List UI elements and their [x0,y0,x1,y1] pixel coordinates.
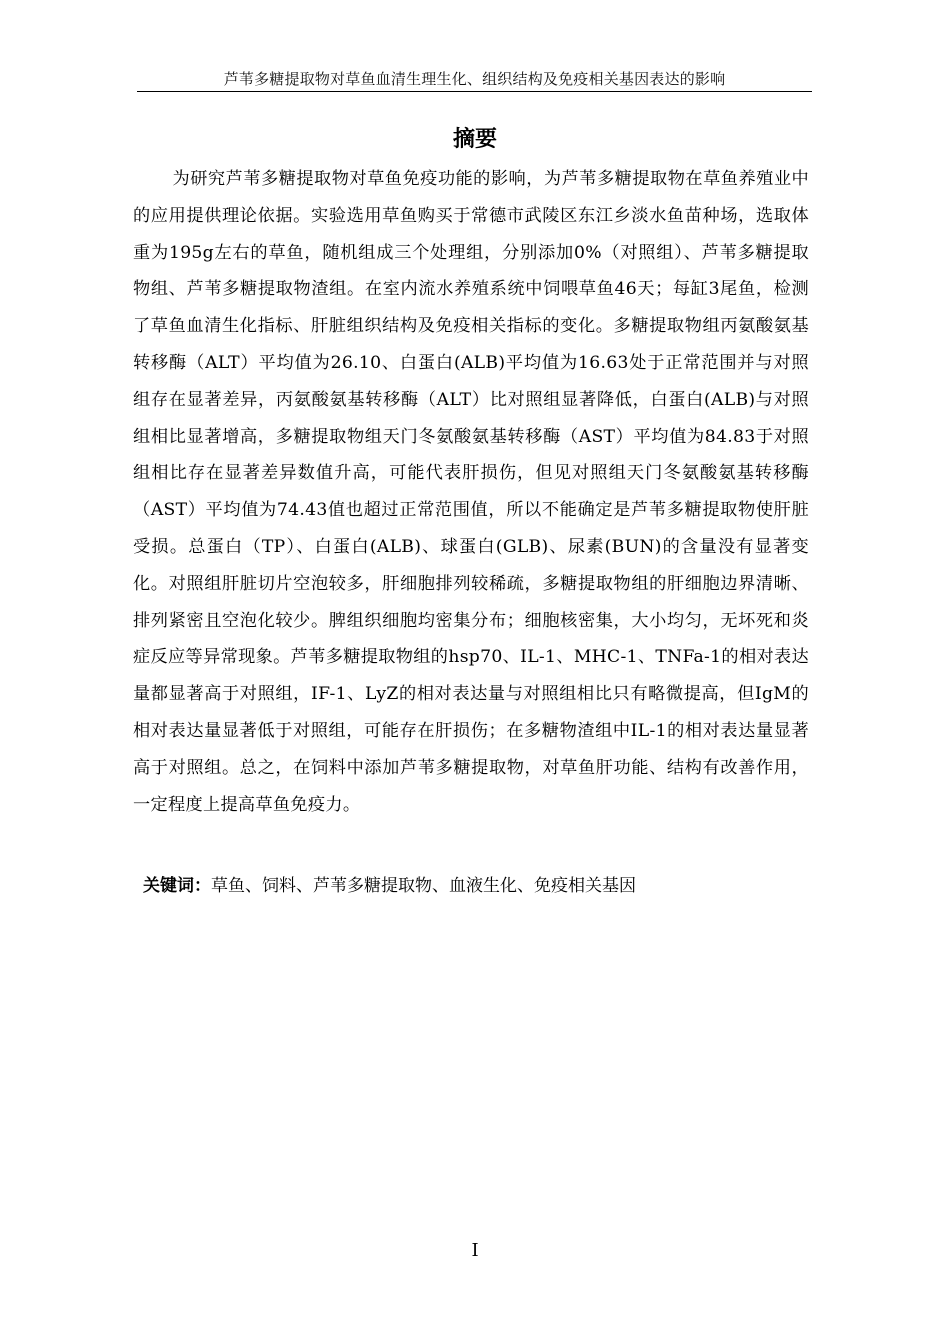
abstract-title: 摘要 [452,127,497,152]
running-header: 芦苇多糖提取物对草鱼血清生理生化、组织结构及免疫相关基因表达的影响 [223,70,726,88]
header-divider [137,91,812,92]
keywords-text: 草鱼、饲料、芦苇多糖提取物、血液生化、免疫相关基因 [211,876,636,896]
keywords-label: 关键词： [143,876,211,896]
page-number: I [471,1240,479,1261]
keywords-line [143,872,803,900]
abstract-body: 为研究芦苇多糖提取物对草鱼免疫功能的影响，为芦苇多糖提取物在草鱼养殖业中的应用提供理论依据。实验选用草鱼购买于常德市武陵区东江乡淡水鱼苗种场，选取体重为195g左右的草鱼，随机组成三个处理组，分别添加0%（对照组）、芦苇多糖提取物组、芦苇多糖提取物渣组。在室内流水养殖系统中饲喂草鱼46天；每缸3尾鱼，检测了草鱼血清生化指标、肝脏组织结构及免疫相关指标的变化。多糖提取物组丙氨酸氨基转移酶（ALT）平均值为26.10、白蛋白(ALB)平均值为16.63处于正常范围并与对照组存在显著差异，丙氨酸氨基转移酶（ALT）比对照组显著降低，白蛋白(ALB)与对照组相比显著增高，多糖提取物组天门冬氨酸氨基转移酶（AST）平均值为84.83于对照组相比存在显著差异数值升高，可能代表肝损伤，但见对照组天门冬氨酸氨基转移酶（AST）平均值为74.43值也超过正常范围值，所以不能确定是芦苇多糖提取物使肝脏受损。总蛋白（TP）、白蛋白(ALB)、球蛋白(GLB)、尿素(BUN)的含量没有显著变化。对照组肝脏切片空泡较多，肝细胞排列较稀疏，多糖提取物组的肝细胞边界清晰、排列紧密且空泡化较少。脾组织细胞均密集分布；细胞核密集，大小均匀，无坏死和炎症反应等异常现象。芦苇多糖提取物组的hsp70、IL-1、MHC-1、TNFa-1的相对表达量都显著高于对照组，IF-1、LyZ的相对表达量与对照组相比只有略微提高，但IgM的相对表达量显著低于对照组，可能存在肝损伤；在多糖物渣组中IL-1的相对表达量显著高于对照组。总之，在饲料中添加芦苇多糖提取物，对草鱼肝功能、结构有改善作用，一定程度上提高草鱼免疫力。 [133,169,809,815]
